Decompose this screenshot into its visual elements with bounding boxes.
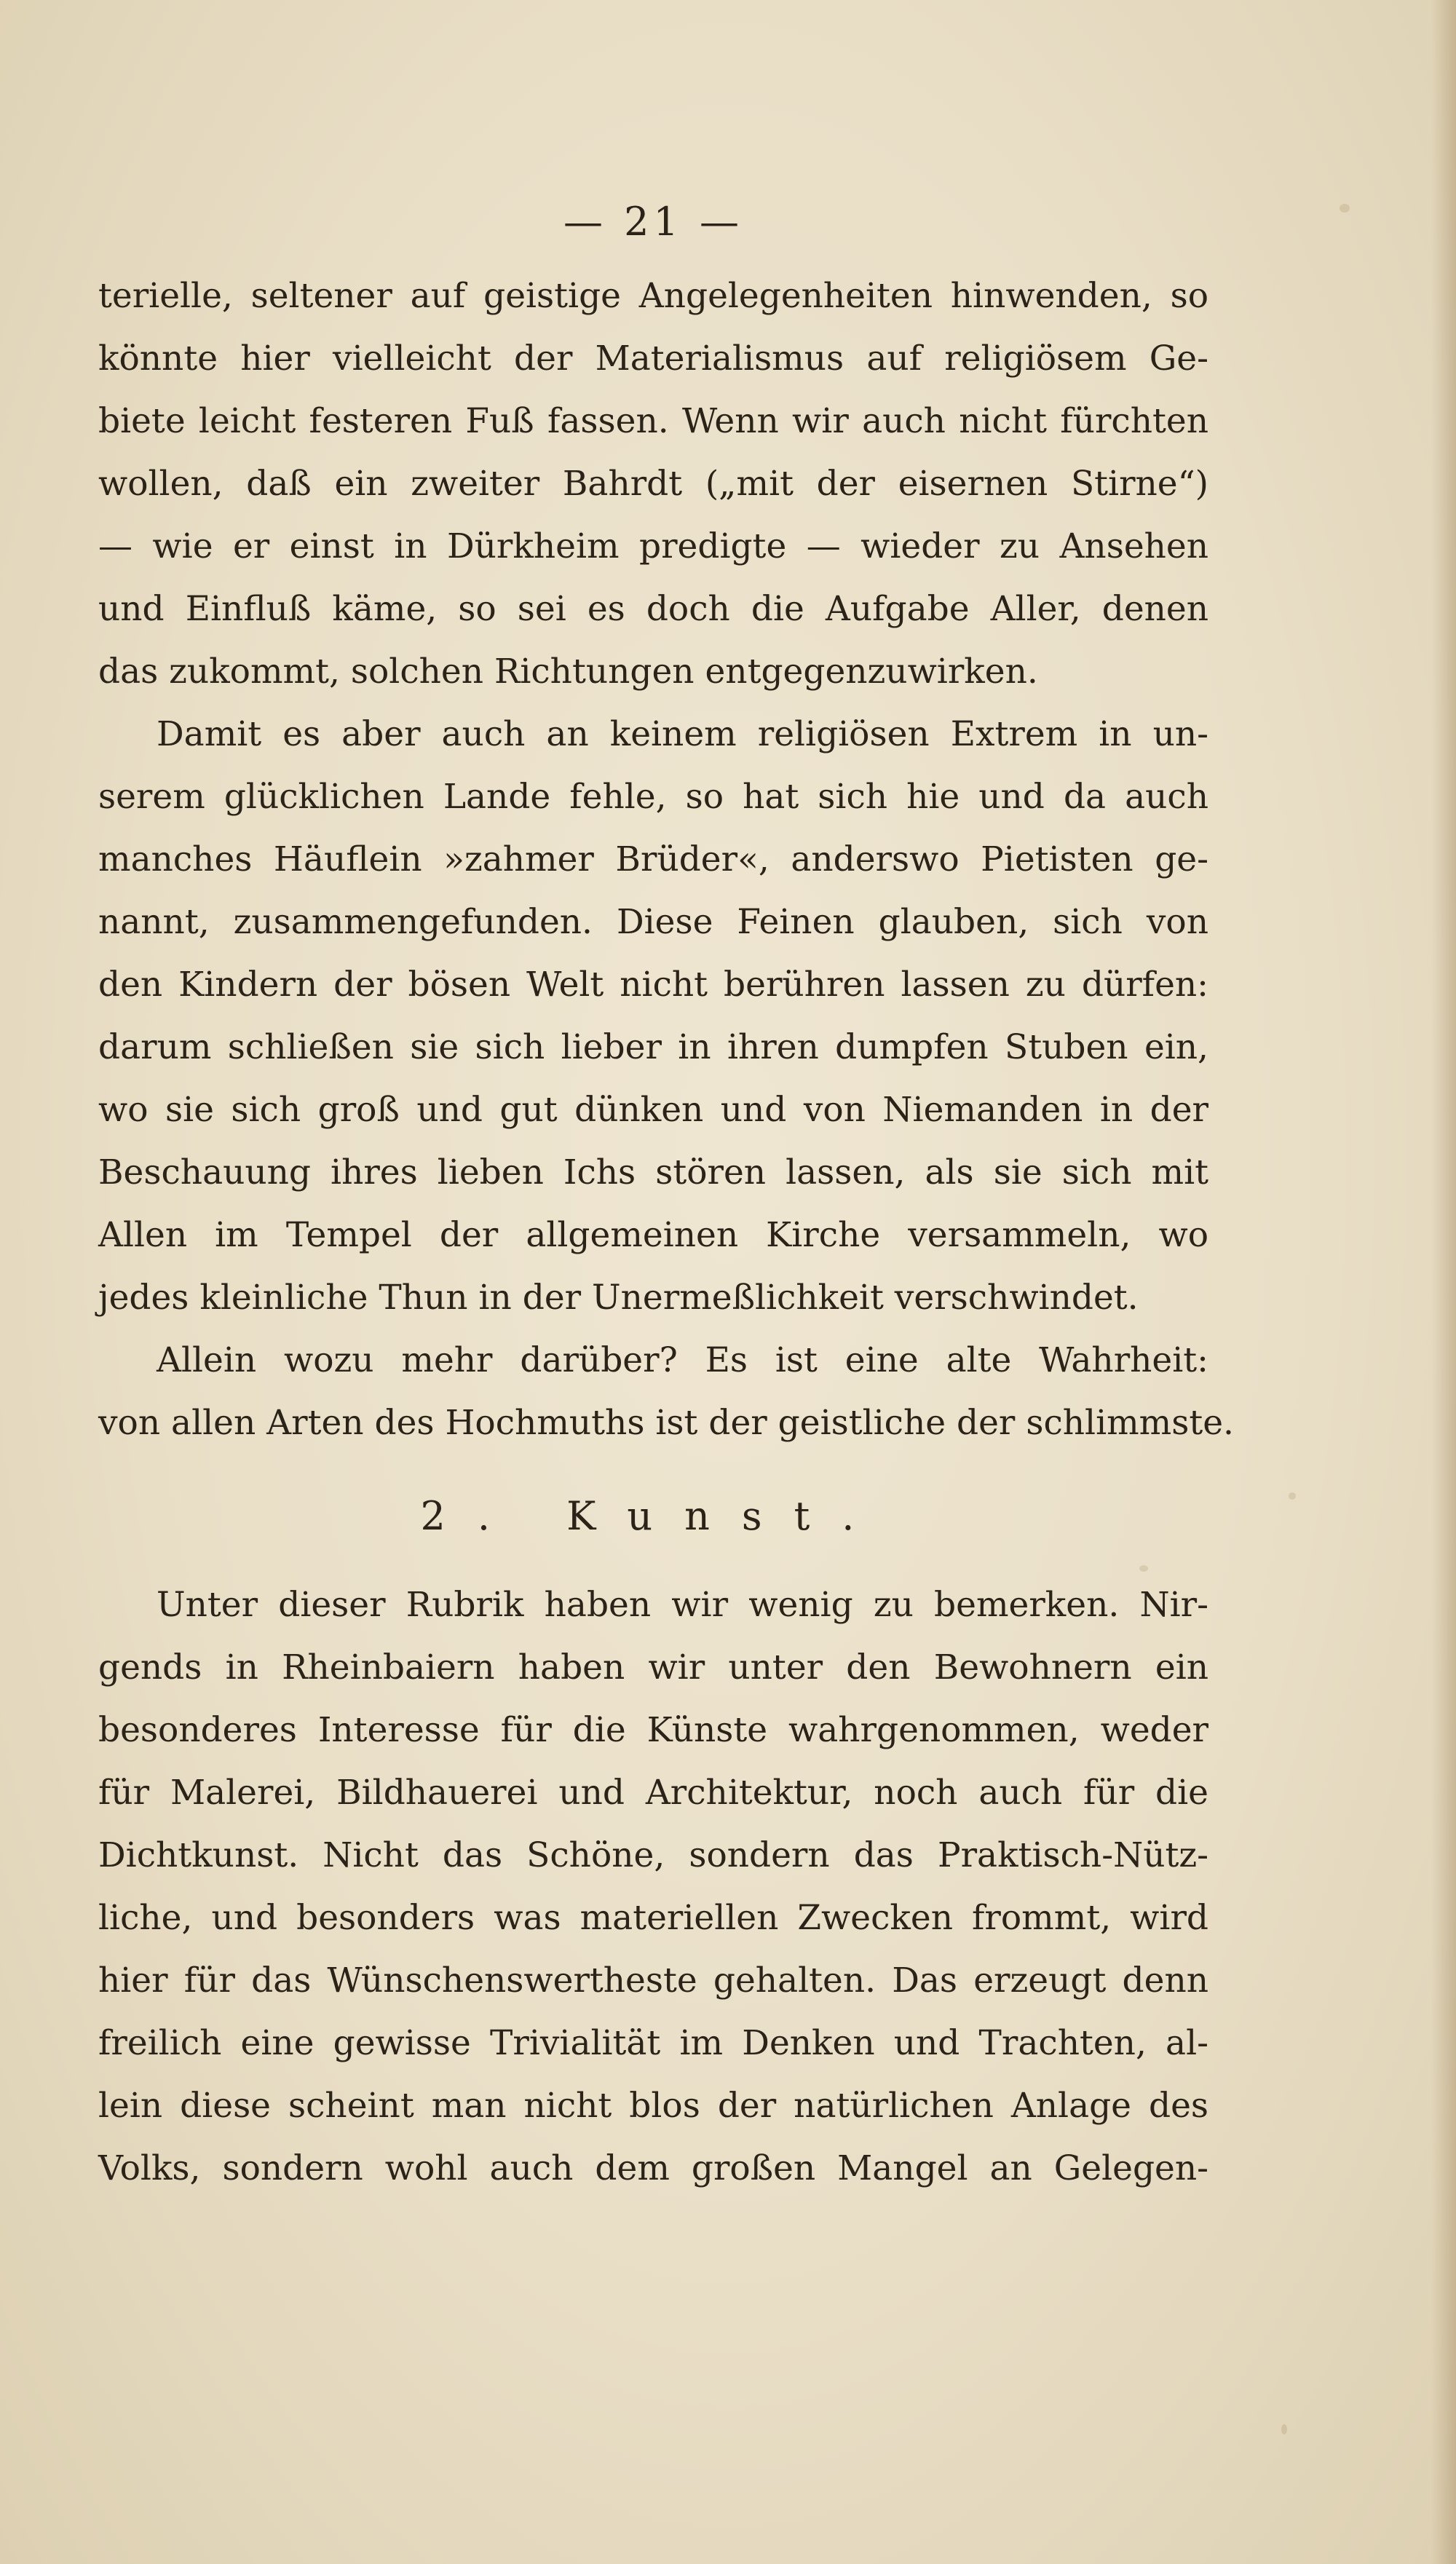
text-line: das zukommt, solchen Richtungen entgegenzuwirken. [98, 652, 1038, 692]
text-line: Unter dieser Rubrik haben wir wenig zu bemerken. Nir- [157, 1585, 1208, 1625]
text-line: hier für das Wünschenswertheste gehalten. Das erzeugt denn [98, 1960, 1208, 2001]
text-line: von allen Arten des Hochmuths ist der geistliche der schlimmste. [98, 1403, 1234, 1443]
text-line: Volks, sondern wohl auch dem großen Mangel an Gelegen- [98, 2148, 1208, 2188]
paper-stain [1289, 1492, 1296, 1500]
text-line: terielle, seltener auf geistige Angelegenheiten hinwenden, so [98, 276, 1208, 316]
text-line: liche, und besonders was materiellen Zwecken frommt, wird [98, 1898, 1208, 1938]
text-line: biete leicht festeren Fuß fassen. Wenn wir auch nicht fürchten [98, 401, 1208, 441]
text-line: nannt, zusammengefunden. Diese Feinen glauben, sich von [98, 902, 1208, 942]
text-line: könnte hier vielleicht der Materialismus auf religiösem Ge- [98, 339, 1208, 379]
paragraph-art [98, 1574, 1208, 2200]
text-line: — wie er einst in Dürkheim predigte — wieder zu Ansehen [98, 526, 1208, 566]
paper-stain [1281, 2424, 1287, 2434]
text-line: den Kindern der bösen Welt nicht berühren lassen zu dürfen: [98, 965, 1208, 1005]
text-line: und Einfluß käme, so sei es doch die Aufgabe Aller, denen [98, 589, 1208, 629]
text-line: freilich eine gewisse Trivialität im Denken und Trachten, al- [98, 2023, 1208, 2063]
section-heading: 2. Kunst. [420, 1493, 887, 1539]
text-line: Damit es aber auch an keinem religiösen Extrem in un- [157, 714, 1208, 754]
text-line: Dichtkunst. Nicht das Schöne, sondern das Praktisch-Nütz- [98, 1835, 1208, 1875]
text-line: manches Häuflein »zahmer Brüder«, anderswo Pietisten ge- [98, 839, 1208, 879]
text-line: jedes kleinliche Thun in der Unermeßlichkeit verschwindet. [98, 1278, 1139, 1318]
text-line: lein diese scheint man nicht blos der natürlichen Anlage des [98, 2086, 1208, 2126]
text-line: gends in Rheinbaiern haben wir unter den Bewohnern ein [98, 1647, 1208, 1687]
text-line: wo sie sich groß und gut dünken und von Niemanden in der [98, 1090, 1208, 1130]
page-number: — 21 — [563, 199, 744, 245]
paragraph-pride [98, 1329, 1234, 1455]
text-block [98, 189, 1234, 2200]
text-line: serem glücklichen Lande fehle, so hat sich hie und da auch [98, 777, 1208, 817]
text-line: Allein wozu mehr darüber? Es ist eine alte Wahrheit: [157, 1340, 1208, 1380]
page-edge-shadow [1431, 0, 1456, 2564]
paper-stain [1340, 204, 1350, 213]
paragraph-materialism [98, 265, 1208, 703]
text-line: wollen, daß ein zweiter Bahrdt („mit der eisernen Stirne“) [98, 464, 1208, 504]
text-line: Beschauung ihres lieben Ichs stören lassen, als sie sich mit [98, 1152, 1208, 1192]
text-line: besonderes Interesse für die Künste wahrgenommen, weder [98, 1710, 1208, 1750]
paragraph-pietists [98, 703, 1208, 1329]
text-line: für Malerei, Bildhauerei und Architektur, noch auch für die [98, 1773, 1208, 1813]
text-line: Allen im Tempel der allgemeinen Kirche versammeln, wo [98, 1215, 1208, 1255]
text-line: darum schließen sie sich lieber in ihren dumpfen Stuben ein, [98, 1027, 1208, 1067]
